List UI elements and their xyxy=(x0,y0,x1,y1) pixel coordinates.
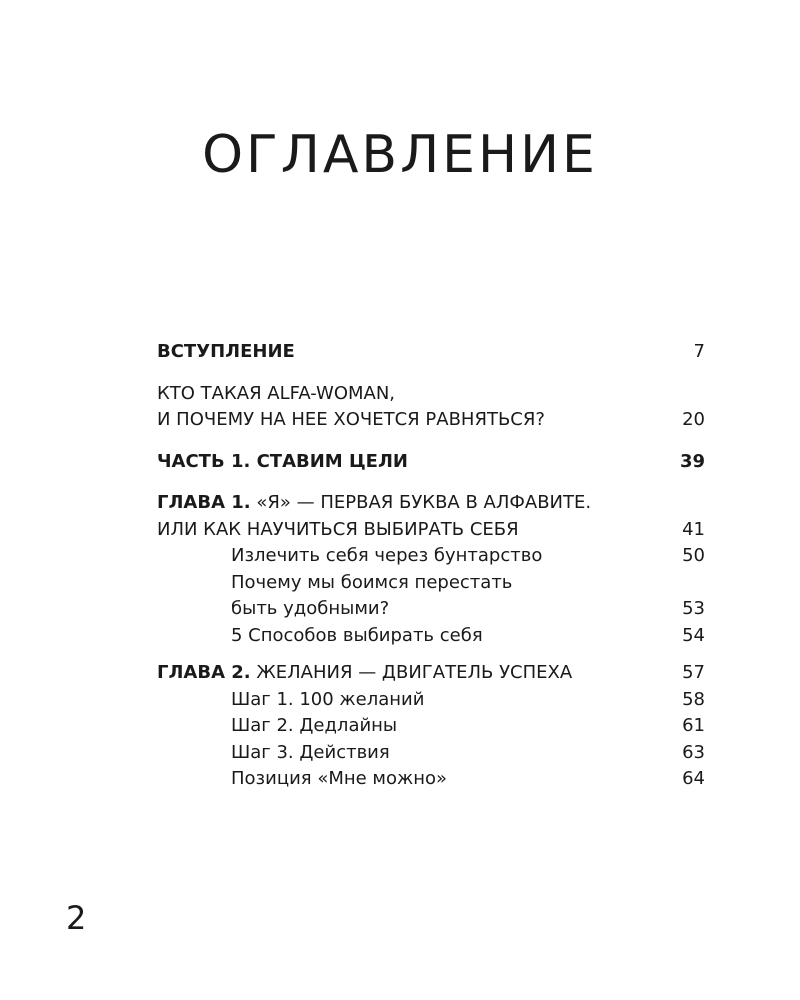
toc-entry-page: 41 xyxy=(682,518,705,540)
toc-entry-part1[interactable] xyxy=(157,449,705,476)
toc-subentry[interactable] xyxy=(157,623,705,650)
toc-subentry-label: Шаг 2. Дедлайны xyxy=(231,715,398,736)
toc-entry-label xyxy=(157,490,591,517)
toc-subentry-page: 50 xyxy=(682,545,705,566)
toc-entry-chapter2[interactable] xyxy=(157,660,705,687)
table-of-contents xyxy=(157,339,705,793)
toc-entry-page: 20 xyxy=(682,409,705,430)
toc-subentry[interactable] xyxy=(157,543,705,570)
toc-entry-label-cont: И ПОЧЕМУ НА НЕЕ ХОЧЕТСЯ РАВНЯТЬСЯ? xyxy=(157,409,545,430)
toc-subentry-label-cont: быть удобными? xyxy=(231,598,390,619)
toc-subentry-page: 54 xyxy=(682,624,705,646)
toc-entry-label: ВСТУПЛЕНИЕ xyxy=(157,341,295,362)
toc-subentry-page: 64 xyxy=(682,768,705,789)
toc-entry-page: 57 xyxy=(682,662,705,683)
page-title: ОГЛАВЛЕНИЕ xyxy=(202,125,598,185)
toc-subentry[interactable] xyxy=(157,740,705,767)
toc-entry-page: 39 xyxy=(679,450,705,472)
toc-subentry-page: 58 xyxy=(682,688,705,710)
toc-subentry-label: Шаг 3. Действия xyxy=(231,741,390,763)
page-number: 2 xyxy=(66,899,87,937)
toc-subentry[interactable] xyxy=(157,766,705,793)
toc-entry-label: ЧАСТЬ 1. СТАВИМ ЦЕЛИ xyxy=(157,450,408,472)
toc-entry-page: 7 xyxy=(693,341,705,362)
toc-subentry-page: 61 xyxy=(682,715,705,736)
toc-subentry[interactable] xyxy=(157,713,705,740)
toc-entry-intro[interactable] xyxy=(157,339,705,366)
chapter-title: ЖЕЛАНИЯ — ДВИГАТЕЛЬ УСПЕХА xyxy=(250,662,573,683)
toc-subentry-page: 53 xyxy=(682,598,705,619)
chapter-prefix: ГЛАВА 2. xyxy=(157,662,251,683)
toc-subentry-label: Позиция «Мне можно» xyxy=(231,768,448,789)
toc-subentry-label: Излечить себя через бунтарство xyxy=(231,545,543,566)
toc-entry-label-cont: ИЛИ КАК НАУЧИТЬСЯ ВЫБИРАТЬ СЕБЯ xyxy=(157,518,519,540)
toc-entry-chapter1[interactable] xyxy=(157,490,705,543)
toc-subentry-label: 5 Способов выбирать себя xyxy=(231,624,483,646)
toc-subentry-page: 63 xyxy=(682,741,705,763)
toc-subentry[interactable] xyxy=(157,687,705,714)
toc-entry-label xyxy=(157,660,572,687)
chapter-title: «Я» — ПЕРВАЯ БУКВА В АЛФАВИТЕ. xyxy=(250,492,592,513)
toc-subentry[interactable] xyxy=(157,570,705,623)
chapter-prefix: ГЛАВА 1. xyxy=(157,492,251,513)
toc-entry-label: КТО ТАКАЯ ALFA-WOMAN, xyxy=(157,382,396,404)
toc-entry-alfa[interactable] xyxy=(157,381,705,434)
toc-subentry-label: Почему мы боимся перестать xyxy=(231,571,513,593)
toc-subentry-label: Шаг 1. 100 желаний xyxy=(231,688,425,710)
